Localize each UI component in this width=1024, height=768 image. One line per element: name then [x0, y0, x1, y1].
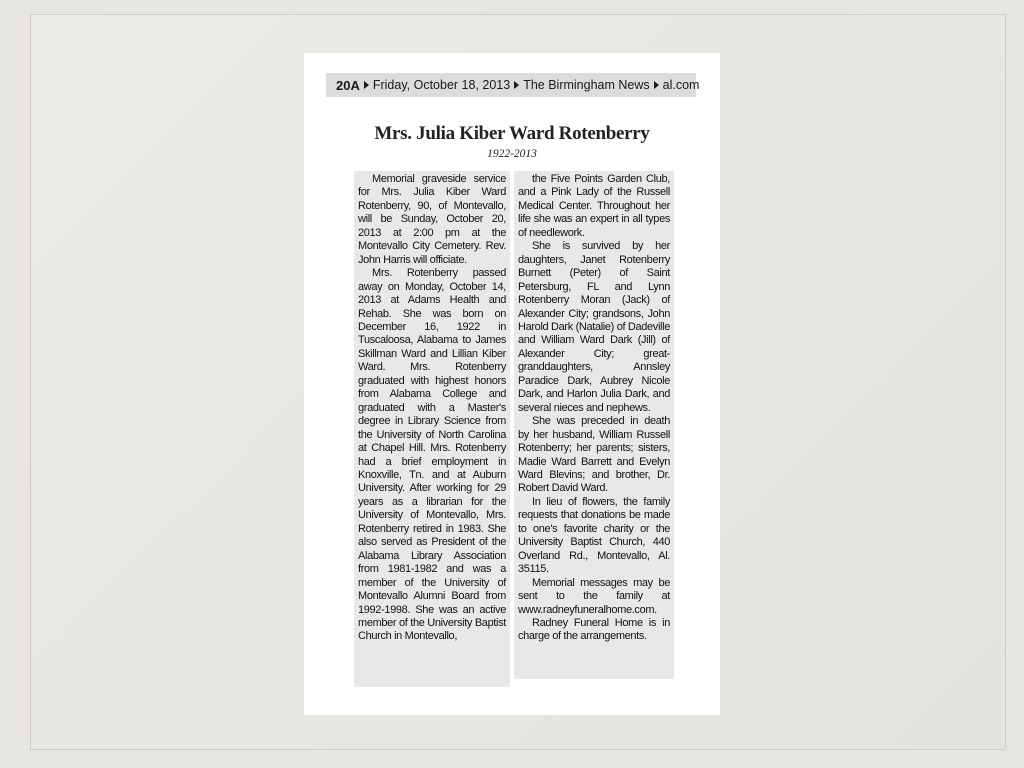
website: al.com	[662, 78, 700, 92]
obituary-years: 1922-2013	[487, 148, 537, 160]
issue-date: Friday, October 18, 2013	[372, 78, 511, 92]
obituary-paragraph: Memorial messages may be sent to the family at www.radneyfuneralhome.com.	[518, 576, 670, 616]
obituary-paragraph: Mrs. Rotenberry passed away on Monday, October 14, 2013 at Adams Health and Rehab. She was born on December 16, 1922 in Tuscaloosa, Alabama to James Skillman Ward and Lillian Kiber Ward. Mrs. Rotenberry graduated with highest honors from Alabama College and graduated with a Master's degree in Library Science from the University of North Carolina at Chapel Hill. Mrs. Rotenberry had a brief employment in Knoxville, Tn. and at Auburn University. After working for 29 years as a librarian for the University of Montevallo, Mrs. Rotenberry retired in 1983. She also served as President of the Alabama Library Association from 1981-1982 and was a member of the University of Montevallo Alumni Board from 1992-1998. She was an active member of the University Baptist Church in Montevallo,	[358, 267, 506, 643]
arrow-icon	[654, 81, 659, 89]
arrow-icon	[364, 81, 369, 89]
newspaper-name: The Birmingham News	[523, 78, 650, 92]
newspaper-header	[326, 73, 700, 97]
obituary-left-column	[354, 171, 510, 687]
obituary-paragraph: She was preceded in death by her husband, William Russell Rotenberry; her parents; sisters, Madie Ward Barrett and Evelyn Ward Blevins; and brother, Dr. Robert David Ward.	[518, 415, 670, 495]
obituary-title: Mrs. Julia Kiber Ward Rotenberry	[374, 123, 650, 144]
arrow-icon	[514, 81, 519, 89]
obituary-paragraph: She is survived by her daughters, Janet Rotenberry Burnett (Peter) of Saint Petersburg, FL and Lynn Rotenberry Moran (Jack) of Alexander City; grandsons, John Harold Dark (Natalie) of Dadeville and William Ward Dark (Jill) of Alexander City; great-granddaughters, Annsley Paradice Dark, Aubrey Nicole Dark, and Harlon Julia Dark, and several nieces and nephews.	[518, 240, 670, 414]
obituary-paragraph: Radney Funeral Home is in charge of the arrangements.	[518, 616, 670, 643]
page-number: 20A	[336, 77, 360, 93]
obituary-right-column	[514, 171, 674, 679]
obituary-paragraph: Memorial graveside service for Mrs. Julia Kiber Ward Rotenberry, 90, of Montevallo, will be Sunday, October 20, 2013 at 2:00 pm at the Montevallo City Cemetery. Rev. John Harris will officiate.	[358, 173, 506, 266]
obituary-paragraph: In lieu of flowers, the family requests that donations be made to one's favorite charity or the University Baptist Church, 440 Overland Rd., Montevallo, Al. 35115.	[518, 495, 670, 576]
obituary-paragraph: the Five Points Garden Club, and a Pink Lady of the Russell Medical Center. Throughout her life she was an expert in all types of needlework.	[518, 173, 670, 239]
newspaper-clipping	[304, 53, 720, 715]
